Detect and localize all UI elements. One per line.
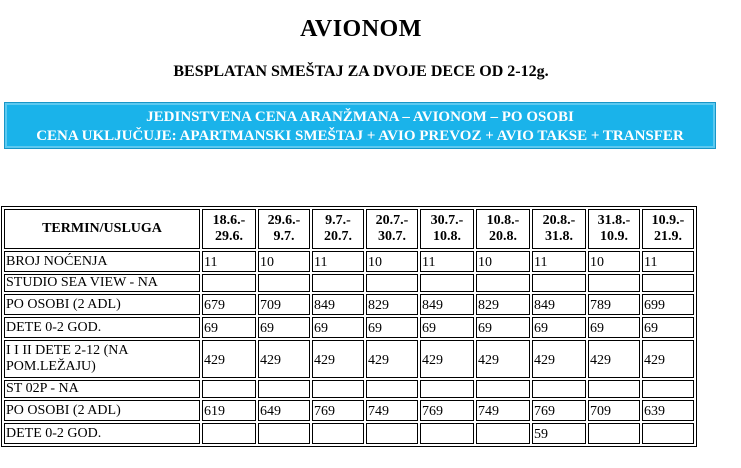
price-cell: 849 [312,294,364,315]
price-cell: 10 [366,251,418,272]
price-cell: 11 [420,251,474,272]
price-cell: 429 [202,340,256,378]
price-cell [258,423,310,444]
period-start: 18.6.- [212,213,246,228]
price-cell: 829 [476,294,530,315]
price-cell [420,380,474,398]
price-cell: 69 [588,317,640,338]
period-end: 29.6. [215,229,243,244]
column-header-period [258,209,310,249]
price-cell: 10 [476,251,530,272]
banner-line-includes: CENA UKLJUČUJE: APARTMANSKI SMEŠTAJ + AVIO PREVOZ + AVIO TAKSE + TRANSFER [36,128,684,144]
row-label-studio-sea-view-na: STUDIO SEA VIEW - NA [4,274,200,292]
price-cell [476,423,530,444]
price-cell [202,274,256,292]
period-start: 30.7.- [430,213,464,228]
price-cell [532,274,586,292]
price-cell: 429 [642,340,694,378]
price-cell [312,274,364,292]
price-cell: 709 [258,294,310,315]
column-header-period [642,209,694,249]
price-cell: 429 [532,340,586,378]
price-cell: 789 [588,294,640,315]
table-row [4,380,694,398]
period-start: 20.7.- [375,213,409,228]
price-cell: 59 [532,423,586,444]
price-cell: 11 [642,251,694,272]
price-cell [642,423,694,444]
price-cell [642,274,694,292]
table-row [4,274,694,292]
price-cell: 429 [420,340,474,378]
price-cell [366,380,418,398]
price-cell: 69 [420,317,474,338]
price-cell: 849 [532,294,586,315]
price-cell: 69 [642,317,694,338]
period-end: 31.8. [545,229,573,244]
table-row [4,423,694,444]
price-cell [366,274,418,292]
price-cell: 769 [312,400,364,421]
price-cell: 69 [312,317,364,338]
price-cell: 829 [366,294,418,315]
row-label-st-02p-na: ST 02P - NA [4,380,200,398]
price-cell: 10 [588,251,640,272]
period-end: 20.7. [324,229,352,244]
row-label-po-osobi-2-adl: PO OSOBI (2 ADL) [4,294,200,315]
period-start: 10.9.- [651,213,685,228]
column-header-period [202,209,256,249]
table-row [4,400,694,421]
table-row [4,251,694,272]
price-cell: 429 [258,340,310,378]
row-label-dete-0-2-god: DETE 0-2 GOD. [4,317,200,338]
period-start: 9.7.- [325,213,351,228]
banner-line-price: JEDINSTVENA CENA ARANŽMANA – AVIONOM – PO OSOBI [146,109,574,125]
price-cell: 69 [532,317,586,338]
row-label-po-osobi-2-adl: PO OSOBI (2 ADL) [4,400,200,421]
price-cell: 11 [532,251,586,272]
price-cell [202,423,256,444]
table-row [4,317,694,338]
price-cell [588,274,640,292]
price-cell: 69 [258,317,310,338]
price-cell [588,380,640,398]
price-cell: 69 [202,317,256,338]
column-header-period [588,209,640,249]
price-cell [202,380,256,398]
column-header-period [366,209,418,249]
price-cell: 69 [366,317,418,338]
price-cell: 11 [202,251,256,272]
price-cell: 849 [420,294,474,315]
period-end: 30.7. [378,229,406,244]
price-cell [312,423,364,444]
price-cell [420,423,474,444]
price-cell: 429 [476,340,530,378]
period-start: 20.8.- [542,213,576,228]
period-end: 20.8. [489,229,517,244]
price-cell: 429 [312,340,364,378]
price-cell: 709 [588,400,640,421]
row-label-broj-no-enja: BROJ NOĆENJA [4,251,200,272]
period-end: 9.7. [273,229,295,244]
column-header-period [476,209,530,249]
price-cell [476,274,530,292]
price-cell: 429 [588,340,640,378]
period-start: 29.6.- [267,213,301,228]
price-cell [532,380,586,398]
table-header-row [4,209,694,249]
price-cell: 749 [366,400,418,421]
price-cell: 769 [420,400,474,421]
table-row [4,340,694,378]
price-cell: 639 [642,400,694,421]
period-start: 31.8.- [597,213,631,228]
period-end: 21.9. [654,229,682,244]
price-cell [420,274,474,292]
price-cell [312,380,364,398]
price-table [1,206,697,447]
period-start: 10.8.- [486,213,520,228]
price-cell: 749 [476,400,530,421]
price-info-banner [5,103,715,148]
column-header-period [312,209,364,249]
column-header-termin-usluga: TERMIN/USLUGA [4,209,200,249]
price-cell: 10 [258,251,310,272]
price-cell [366,423,418,444]
price-cell [258,274,310,292]
price-cell: 649 [258,400,310,421]
period-end: 10.8. [433,229,461,244]
price-cell: 619 [202,400,256,421]
price-cell [258,380,310,398]
price-cell [476,380,530,398]
price-cell: 429 [366,340,418,378]
table-row [4,294,694,315]
price-cell [642,380,694,398]
row-label-dete-0-2-god: DETE 0-2 GOD. [4,423,200,444]
period-end: 10.9. [600,229,628,244]
page-title: AVIONOM [300,16,422,42]
price-cell: 11 [312,251,364,272]
price-cell: 699 [642,294,694,315]
price-cell: 679 [202,294,256,315]
price-cell: 69 [476,317,530,338]
page-subtitle: BESPLATAN SMEŠTAJ ZA DVOJE DECE OD 2-12g. [173,63,549,80]
column-header-period [532,209,586,249]
price-cell [588,423,640,444]
column-header-period [420,209,474,249]
price-cell: 769 [532,400,586,421]
row-label-i-i-ii-dete-2-12-na-pom-le-aju: I I II DETE 2-12 (NA POM.LEŽAJU) [4,340,200,378]
